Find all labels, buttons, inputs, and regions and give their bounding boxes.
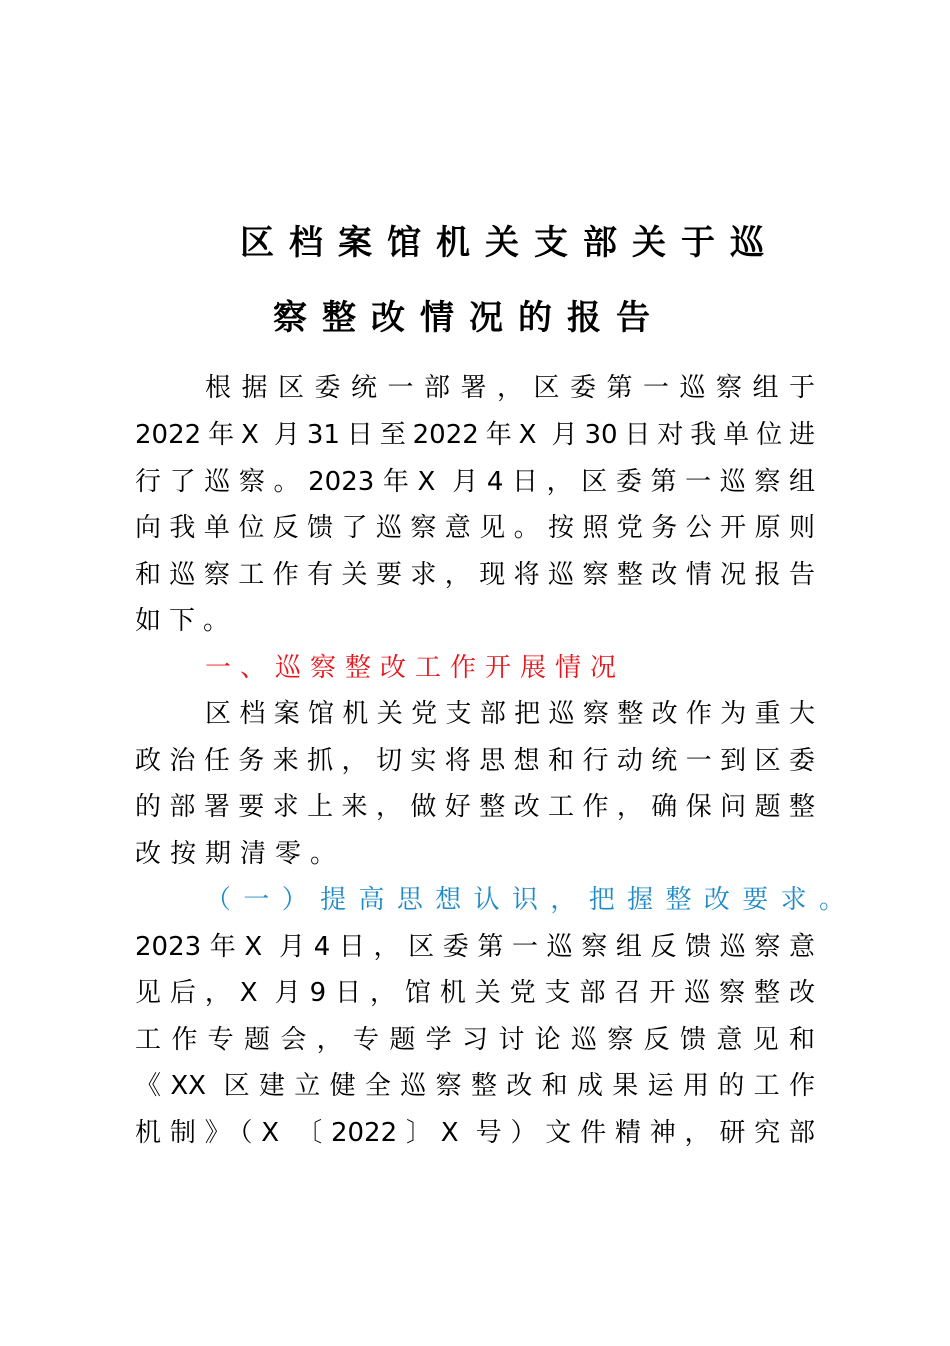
intro-line: 向我单位反馈了巡察意见。按照党务公开原则 (135, 513, 815, 543)
title-line-1: 区档案馆机关支部关于巡 (240, 223, 779, 263)
intro-line: 根据区委统一部署，区委第一巡察组于 (205, 373, 815, 403)
intro-line: 如下。 (135, 606, 238, 636)
subsection-line: 机制》（X 〔2022〕X 号）文件精神，研究部 (135, 1118, 815, 1148)
intro-line: 行了巡察。2023年X 月4日，区委第一巡察组 (135, 467, 815, 497)
subsection-line: 见后，X 月9日，馆机关党支部召开巡察整改 (135, 978, 815, 1008)
intro-line: 和巡察工作有关要求，现将巡察整改情况报告 (135, 560, 815, 590)
section-line: 区档案馆机关党支部把巡察整改作为重大 (205, 699, 815, 729)
section-line: 的部署要求上来，做好整改工作，确保问题整 (135, 792, 815, 822)
intro-line: 2022年X 月31日至2022年X 月30日对我单位进 (135, 420, 815, 450)
subsection-line: 《XX 区建立健全巡察整改和成果运用的工作 (135, 1071, 815, 1101)
section-heading: 一、巡察整改工作开展情况 (205, 653, 626, 683)
title-line-2: 察整改情况的报告 (273, 298, 665, 338)
subsection-line: 2023年X 月4日，区委第一巡察组反馈巡察意 (135, 932, 815, 962)
subsection-line: 工作专题会，专题学习讨论巡察反馈意见和 (135, 1025, 815, 1055)
section-line: 政治任务来抓，切实将思想和行动统一到区委 (135, 746, 815, 776)
section-line: 改按期清零。 (135, 839, 346, 869)
subsection-heading: （一）提高思想认识，把握整改要求。 (205, 885, 845, 915)
